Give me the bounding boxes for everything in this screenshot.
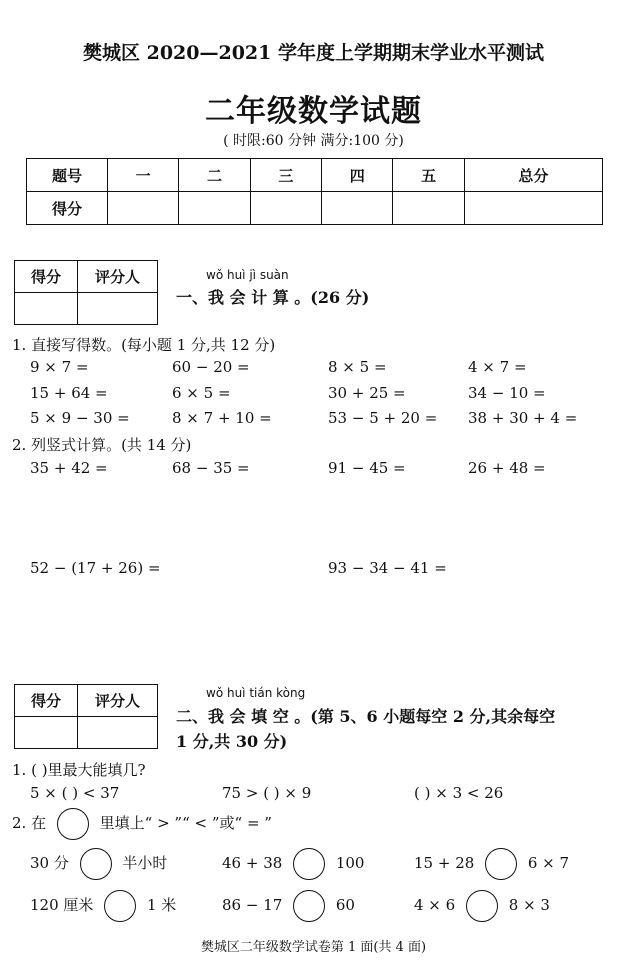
score-table bbox=[26, 158, 603, 225]
compare-item bbox=[30, 848, 167, 880]
score-table-header-cell: 五 bbox=[393, 159, 464, 192]
vertical-calc-item: 68 − 35 = bbox=[172, 459, 250, 477]
compare-right: 60 bbox=[335, 896, 355, 914]
compare-left: 30 分 bbox=[30, 854, 69, 872]
vertical-calc-item: 91 − 45 = bbox=[328, 459, 406, 477]
arith-item: 30 + 25 = bbox=[328, 384, 406, 402]
compare-item bbox=[222, 890, 355, 922]
grader-box-grader-cell[interactable] bbox=[78, 293, 158, 325]
grader-box-score-label: 得分 bbox=[15, 261, 78, 293]
compare-circle[interactable] bbox=[466, 890, 498, 922]
section1-pinyin: wǒ huì jì suàn bbox=[206, 268, 289, 282]
arith-item: 6 × 5 = bbox=[172, 384, 231, 402]
compare-item bbox=[414, 848, 569, 880]
compare-item bbox=[30, 890, 176, 922]
compare-circle[interactable] bbox=[104, 890, 136, 922]
score-table-header-cell: 三 bbox=[250, 159, 321, 192]
score-cell[interactable] bbox=[250, 192, 321, 225]
compare-circle[interactable] bbox=[485, 848, 517, 880]
compare-left: 46 + 38 bbox=[222, 854, 283, 872]
compare-left: 120 厘米 bbox=[30, 896, 94, 914]
fill-blank-item: ( ) × 3 < 26 bbox=[414, 784, 504, 802]
score-cell[interactable] bbox=[464, 192, 602, 225]
section1-q1-prompt: 1. 直接写得数。(每小题 1 分,共 12 分) bbox=[12, 336, 276, 354]
page-title: 二年级数学试题 bbox=[205, 94, 422, 129]
score-cell[interactable] bbox=[108, 192, 179, 225]
arith-item: 9 × 7 = bbox=[30, 358, 89, 376]
arith-item: 60 − 20 = bbox=[172, 358, 250, 376]
arith-item: 38 + 30 + 4 = bbox=[468, 409, 578, 427]
section2-q2-prompt bbox=[12, 808, 272, 840]
vertical-calc-item: 52 − (17 + 26) = bbox=[30, 559, 161, 577]
compare-right: 8 × 3 bbox=[508, 896, 550, 914]
time-and-score-limits: ( 时限:60 分钟 满分:100 分) bbox=[223, 133, 404, 149]
arith-item: 34 − 10 = bbox=[468, 384, 546, 402]
q2-prefix: 2. 在 bbox=[12, 814, 47, 832]
compare-item bbox=[414, 890, 550, 922]
score-row-label: 得分 bbox=[27, 192, 108, 225]
compare-item bbox=[222, 848, 364, 880]
arith-item: 53 − 5 + 20 = bbox=[328, 409, 438, 427]
section2-title-line1: 二、我 会 填 空 。(第 5、6 小题每空 2 分,其余每空 bbox=[176, 707, 556, 726]
score-table-header-cell: 总分 bbox=[464, 159, 602, 192]
compare-right: 6 × 7 bbox=[527, 854, 570, 872]
section1-q2-prompt: 2. 列竖式计算。(共 14 分) bbox=[12, 436, 192, 454]
compare-circle-sample bbox=[57, 808, 89, 840]
compare-right: 1 米 bbox=[146, 896, 177, 914]
score-table-header-cell: 一 bbox=[108, 159, 179, 192]
compare-circle[interactable] bbox=[293, 848, 325, 880]
section1-title: 一、我 会 计 算 。(26 分) bbox=[176, 288, 370, 307]
vertical-calc-item: 93 − 34 − 41 = bbox=[328, 559, 447, 577]
compare-circle[interactable] bbox=[293, 890, 325, 922]
compare-right: 100 bbox=[335, 854, 365, 872]
exam-header: 樊城区 2020—2021 学年度上学期期末学业水平测试 bbox=[83, 42, 544, 64]
grader-box-grader-cell[interactable] bbox=[78, 717, 158, 749]
grader-box-score-cell[interactable] bbox=[15, 293, 78, 325]
section2-title-line2: 1 分,共 30 分) bbox=[176, 732, 288, 751]
grader-box-grader-label: 评分人 bbox=[78, 261, 158, 293]
score-table-header-cell: 四 bbox=[322, 159, 393, 192]
grader-box-score-cell[interactable] bbox=[15, 717, 78, 749]
vertical-calc-item: 26 + 48 = bbox=[468, 459, 546, 477]
arith-item: 5 × 9 − 30 = bbox=[30, 409, 130, 427]
compare-circle[interactable] bbox=[80, 848, 112, 880]
grader-box bbox=[14, 260, 158, 325]
arith-item: 8 × 7 + 10 = bbox=[172, 409, 272, 427]
grader-box bbox=[14, 684, 158, 749]
fill-blank-item: 75 > ( ) × 9 bbox=[222, 784, 312, 802]
score-cell[interactable] bbox=[322, 192, 393, 225]
compare-left: 4 × 6 bbox=[414, 896, 456, 914]
arith-item: 4 × 7 = bbox=[468, 358, 527, 376]
score-cell[interactable] bbox=[179, 192, 250, 225]
arith-item: 15 + 64 = bbox=[30, 384, 108, 402]
fill-blank-item: 5 × ( ) < 37 bbox=[30, 784, 120, 802]
grader-box-score-label: 得分 bbox=[15, 685, 78, 717]
score-table-header-cell: 题号 bbox=[27, 159, 108, 192]
vertical-calc-item: 35 + 42 = bbox=[30, 459, 108, 477]
compare-left: 15 + 28 bbox=[414, 854, 475, 872]
score-cell[interactable] bbox=[393, 192, 464, 225]
page-footer: 樊城区二年级数学试卷第 1 面(共 4 面) bbox=[200, 940, 427, 955]
compare-left: 86 − 17 bbox=[222, 896, 283, 914]
q2-suffix: 里填上“ > ”“ < ”或“ = ” bbox=[99, 814, 272, 832]
compare-right: 半小时 bbox=[122, 854, 168, 872]
section2-q1-prompt: 1. ( )里最大能填几? bbox=[12, 761, 146, 779]
grader-box-grader-label: 评分人 bbox=[78, 685, 158, 717]
score-table-header-cell: 二 bbox=[179, 159, 250, 192]
arith-item: 8 × 5 = bbox=[328, 358, 387, 376]
section2-pinyin: wǒ huì tián kòng bbox=[206, 686, 306, 700]
